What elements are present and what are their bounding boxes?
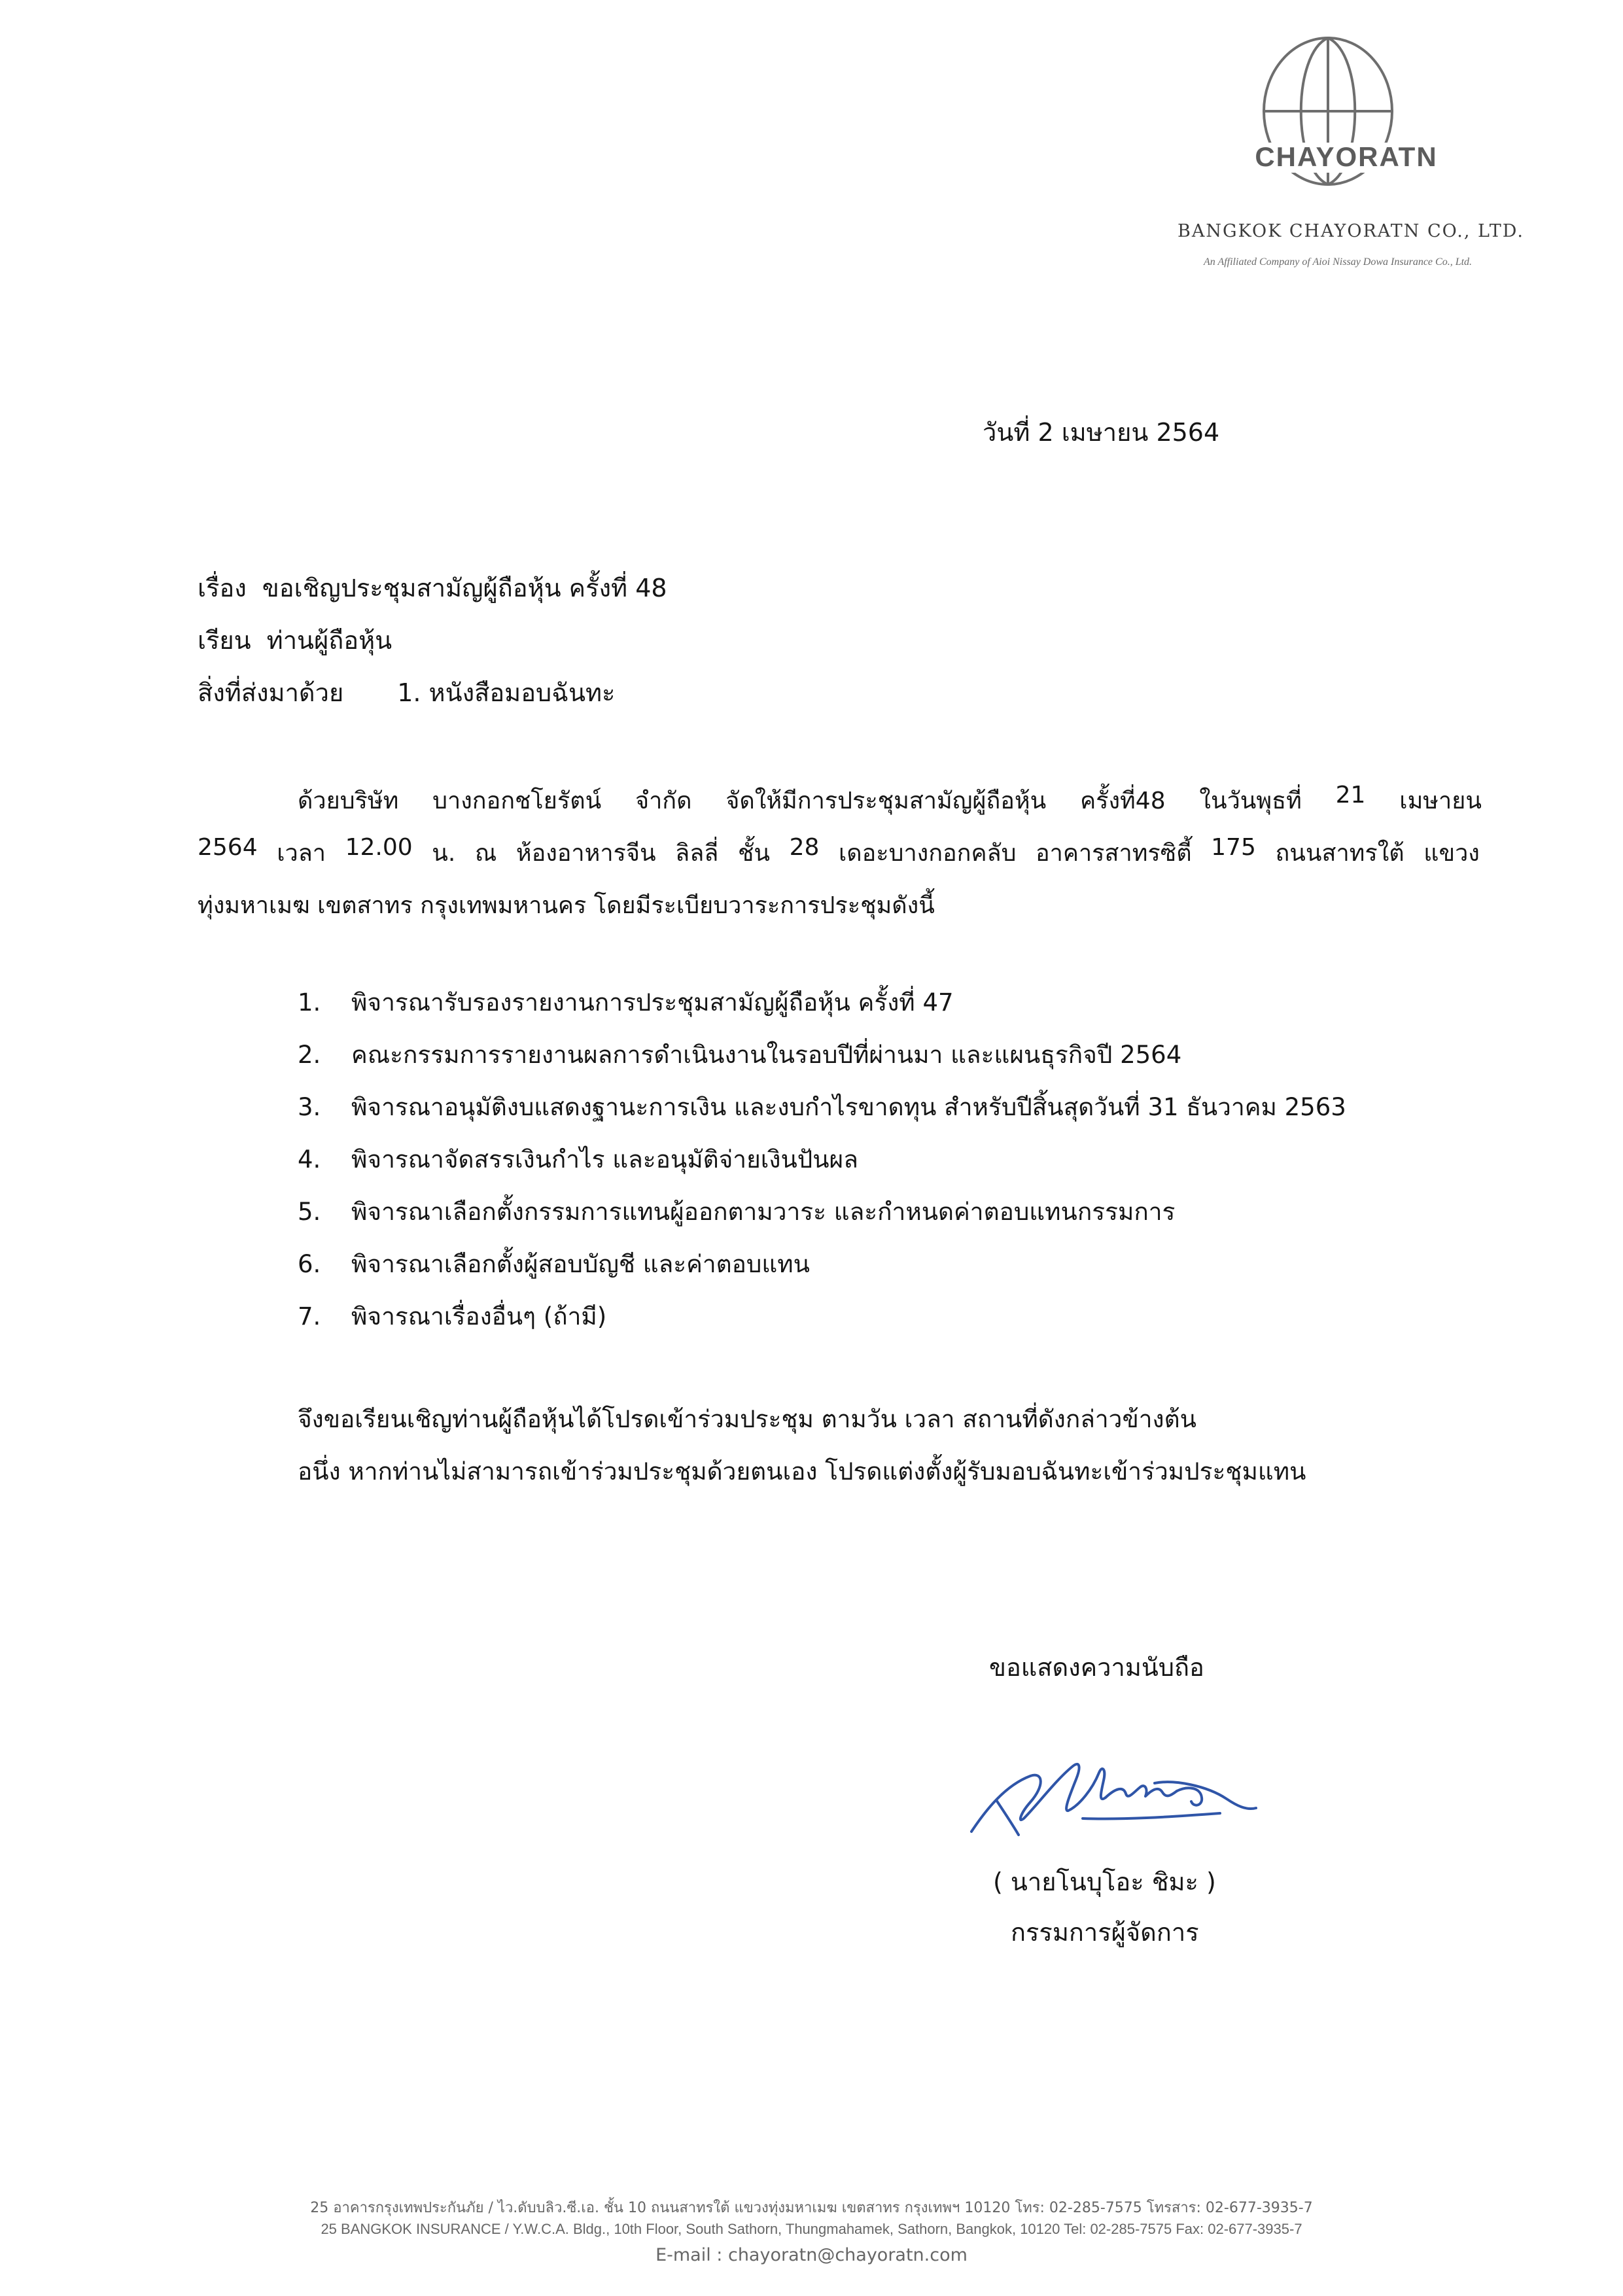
enclosure-label: สิ่งที่ส่งมาด้วย (198, 678, 344, 707)
body-word: บางกอกชโยรัตน์ (432, 788, 602, 814)
body-line-2 (198, 834, 1480, 871)
subject-text: ขอเชิญประชุมสามัญผู้ถือหุ้น ครั้งที่ 48 (262, 574, 667, 602)
agenda-number: 7. (298, 1302, 321, 1331)
body-word: ห้องอาหารจีน (515, 840, 656, 867)
closing-regards: ขอแสดงความนับถือ (989, 1653, 1204, 1682)
agenda-text: พิจารณาจัดสรรเงินกำไร และอนุมัติจ่ายเงินปันผล (351, 1145, 858, 1174)
signer-name: ( นายโนบุโอะ ชิมะ ) (993, 1868, 1216, 1896)
salutation-label: เรียน (198, 626, 251, 655)
body-word: เวลา (277, 840, 326, 867)
salutation-row (198, 628, 392, 653)
logo-wordmark: CHAYORATN (1255, 141, 1438, 172)
letter-date: วันที่ 2 เมษายน 2564 (983, 418, 1220, 447)
agenda-text: คณะกรรมการรายงานผลการดำเนินงานในรอบปีที่ผ่านมา และแผนธุรกิจปี 2564 (351, 1041, 1182, 1069)
enclosure-text: 1. หนังสือมอบฉันทะ (397, 678, 616, 707)
agenda-item (298, 1245, 810, 1283)
agenda-text: พิจารณาเลือกตั้งกรรมการแทนผู้ออกตามวาระ และกำหนดค่าตอบแทนกรรมการ (351, 1198, 1176, 1226)
body-line-1 (298, 782, 1482, 819)
footer-english-address: 25 BANGKOK INSURANCE / Y.W.C.A. Bldg., 10th Floor, South Sathorn, Thungmahamek, Sathorn, Bangkok, 10120 Tel: 02-285-7575 Fax: 02-677-3935-7 (321, 2221, 1302, 2237)
body-word: เมษายน (1399, 788, 1482, 814)
body-word: จำกัด (635, 788, 692, 814)
body-word: แขวง (1423, 840, 1480, 867)
handwritten-signature (958, 1740, 1266, 1864)
subject-row (198, 576, 667, 600)
body-line-3: ทุ่งมหาเมฆ เขตสาทร กรุงเทพมหานคร โดยมีระเบียบวาระการประชุมดังนี้ (198, 892, 935, 919)
agenda-number: 4. (298, 1145, 321, 1174)
body-word: จัดให้มีการประชุมสามัญผู้ถือหุ้น (725, 788, 1047, 814)
subject-label: เรื่อง (198, 574, 247, 602)
body-word: ในวันพุธที่ (1199, 788, 1302, 814)
agenda-text: พิจารณาเลือกตั้งผู้สอบบัญชี และค่าตอบแทน (351, 1250, 810, 1278)
agenda-text: พิจารณาอนุมัติงบแสดงฐานะการเงิน และงบกำไรขาดทุน สำหรับปีสิ้นสุดวันที่ 31 ธันวาคม 2563 (351, 1093, 1346, 1121)
footer-thai-address: 25 อาคารกรุงเทพประกันภัย / ไว.ดับบลิว.ซี.เอ. ชั้น 10 ถนนสาทรใต้ แขวงทุ่งมหาเมฆ เขตสาทร กรุงเทพฯ 10120 โทร: 02-285-7575 โทรสาร: 02-677-3935-7 (310, 2200, 1313, 2216)
body-word: 175 (1211, 834, 1256, 861)
enclosure-row (198, 680, 615, 705)
agenda-item (298, 1192, 1175, 1231)
closing-line-1: จึงขอเรียนเชิญท่านผู้ถือหุ้นได้โปรดเข้าร่วมประชุม ตามวัน เวลา สถานที่ดังกล่าวข้างต้น (298, 1405, 1196, 1433)
company-affiliation: An Affiliated Company of Aioi Nissay Dowa Insurance Co., Ltd. (1203, 256, 1473, 268)
agenda-item (298, 1088, 1346, 1126)
agenda-number: 3. (298, 1093, 321, 1121)
body-word: น. (432, 840, 456, 867)
signer-title: กรรมการผู้จัดการ (1011, 1918, 1199, 1947)
agenda-number: 5. (298, 1198, 321, 1226)
body-word: 21 (1335, 782, 1366, 809)
body-word: ลิลลี่ (675, 840, 719, 867)
agenda-number: 1. (298, 988, 321, 1017)
agenda-text: พิจารณาเรื่องอื่นๆ (ถ้ามี) (351, 1302, 607, 1331)
company-name: BANGKOK CHAYORATN CO., LTD. (1178, 221, 1524, 241)
agenda-item (298, 1035, 1181, 1074)
body-word: ถนนสาทรใต้ (1275, 840, 1405, 867)
agenda-text: พิจารณารับรองรายงานการประชุมสามัญผู้ถือหุ้น ครั้งที่ 47 (351, 988, 954, 1017)
agenda-number: 2. (298, 1041, 321, 1069)
agenda-item (298, 1297, 606, 1336)
body-word: 2564 (198, 834, 258, 861)
body-word: 12.00 (345, 834, 413, 861)
body-word: ด้วยบริษัท (298, 788, 399, 814)
agenda-number: 6. (298, 1250, 321, 1278)
footer-email: E-mail : chayoratn@chayoratn.com (655, 2245, 968, 2265)
body-word: อาคารสาทรซิตี้ (1036, 840, 1192, 867)
body-word: ชั้น (737, 840, 770, 867)
body-word: ครั้งที่48 (1080, 788, 1166, 814)
body-word: ณ (474, 840, 497, 867)
closing-line-2: อนึ่ง หากท่านไม่สามารถเข้าร่วมประชุมด้วยตนเอง โปรดแต่งตั้งผู้รับมอบฉันทะเข้าร่วมประชุมแทน (298, 1457, 1306, 1486)
company-logo (1230, 34, 1439, 204)
salutation-text: ท่านผู้ถือหุ้น (266, 626, 393, 655)
agenda-item (298, 1140, 858, 1179)
body-word: เดอะบางกอกคลับ (838, 840, 1017, 867)
body-word: 28 (789, 834, 820, 861)
agenda-item (298, 983, 954, 1022)
